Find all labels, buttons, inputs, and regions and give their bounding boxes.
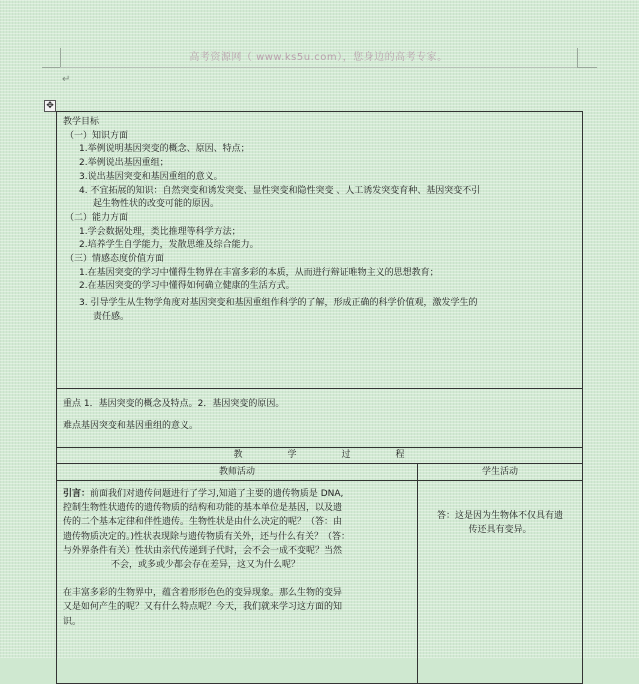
goal-line: （三）情感态度价值方面	[65, 254, 165, 265]
goal-line: （一）知识方面	[65, 130, 129, 141]
intro-line: 传的二个基本定律和伴性遗传。生物性状是由什么决定的呢？（答：由	[63, 517, 343, 528]
goals-list	[63, 130, 576, 325]
key-points-cell[interactable]	[57, 389, 583, 448]
goal-line: 1.举例说明基因突变的概念、原因、特点；	[79, 144, 250, 155]
goal-line: 1.在基因突变的学习中懂得生物界在丰富多彩的本质，从而进行辩证唯物主义的思想教育；	[79, 267, 439, 278]
process-title-cell[interactable]	[57, 448, 583, 464]
goal-line: 2.在基因突变的学习中懂得如何确立健康的生活方式。	[79, 281, 295, 292]
goal-line: 3.说出基因突变和基因重组的意义。	[79, 171, 223, 182]
lesson-plan-table	[56, 111, 583, 684]
para2-line: 识。	[63, 616, 82, 627]
process-title-char: 教	[233, 450, 244, 460]
difficulty-text: 难点基因突变和基因重组的意义。	[63, 421, 199, 431]
intro-line: 前面我们对遗传问题进行了学习,知道了主要的遗传物质是 DNA,	[90, 489, 344, 499]
intro-line: 遗传物质决定的。)性状表现除与遗传物质有关外，还与什么有关？（答：	[63, 531, 351, 542]
answer-line: 传还具有变异。	[468, 525, 532, 536]
goal-line: （二）能力方面	[65, 212, 129, 223]
teaching-goals-cell[interactable]	[57, 112, 583, 389]
teacher-paragraph-2	[63, 586, 411, 629]
goal-line: 2.培养学生自学能力，发散思维及综合能力。	[79, 240, 259, 251]
page-header: 高考资源网（ www.ks5u.com），您身边的高考专家。	[189, 52, 448, 63]
intro-line: 控制生物性状遗传的遗传物质的结构和功能的基本单位是基因，以及遗	[63, 503, 343, 514]
para2-line: 在丰富多彩的生物界中，蕴含着形形色色的变异现象。那么生物的变异	[63, 588, 343, 599]
intro-line: 不会，或多或少都会存在差异，这又为什么呢？	[111, 560, 301, 571]
answer-line: 答：这是因为生物体不仅具有遗	[436, 511, 563, 521]
goals-title: 教学目标	[63, 117, 100, 127]
goal-line: 1.学会数据处理，类比推理等科学方法；	[79, 226, 241, 237]
crop-mark-top-right-vertical	[577, 48, 578, 67]
process-title-char: 过	[341, 450, 352, 460]
paragraph-gap	[63, 572, 411, 586]
process-title-char: 学	[287, 450, 298, 460]
goal-line: 责任感。	[93, 311, 130, 322]
paragraph-mark-icon: ↵	[62, 74, 71, 85]
teacher-column-header[interactable]: 教师活动	[57, 464, 418, 481]
crop-mark-top-right-horizontal	[577, 67, 597, 68]
intro-label: 引言：	[63, 489, 91, 499]
student-column-header[interactable]: 学生活动	[418, 464, 583, 481]
student-answer	[424, 509, 576, 537]
goal-line: 2.举例说出基因重组；	[79, 158, 169, 169]
goal-line: 3. 引导学生从生物学角度对基因突变和基因重组作科学的了解，形成正确的科学价值观，激发学生的	[79, 298, 478, 309]
crop-mark-top-left-horizontal	[42, 67, 60, 68]
intro-line: 与外界条件有关）性状由亲代传递到子代时，会不会一成不变呢？当然	[63, 545, 343, 556]
student-activity-cell[interactable]	[418, 481, 583, 684]
process-title-char: 程	[395, 450, 406, 460]
header-divider	[60, 67, 577, 68]
goal-line: 4. 不宜拓展的知识：自然突变和诱发突变、显性突变和隐性突变 、人工诱发突变育种、基因突变不引	[79, 185, 481, 196]
table-move-handle-icon[interactable]: ✥	[44, 100, 56, 112]
teacher-intro	[63, 487, 411, 572]
focus-text: 重点 1．基因突变的概念及特点。2．基因突变的原因。	[63, 399, 285, 409]
para2-line: 又是如何产生的呢？又有什么特点呢？今天，我们就来学习这方面的知	[63, 602, 343, 613]
goal-line: 起生物性状的改变可能的原因。	[93, 199, 220, 210]
teacher-activity-cell[interactable]	[57, 481, 418, 684]
